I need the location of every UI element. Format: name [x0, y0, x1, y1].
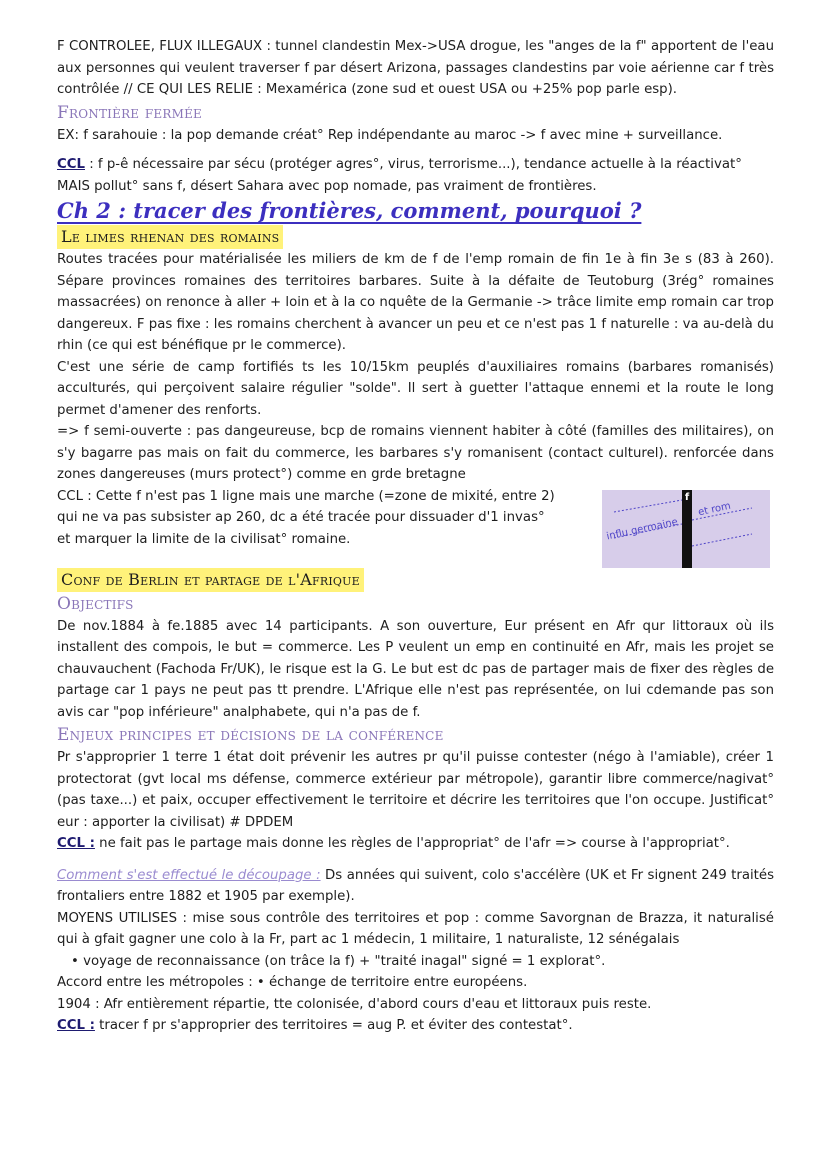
limes-ccl-line: CCL : Cette f n'est pas 1 ligne mais une marche (=zone de mixité, entre 2) [57, 488, 555, 504]
limes-ccl-line: qui ne va pas subsister ap 260, dc a été tracée pour dissuader d'1 invas° [57, 510, 545, 525]
chapter-title: Ch 2 : tracer des frontières, comment, pourquoi ? [57, 198, 642, 223]
ccl-label: CCL [57, 157, 85, 172]
limes-ccl-text [57, 486, 555, 551]
notes-page [57, 36, 774, 1037]
frontiere-fermee-ccl [57, 154, 774, 176]
limes-ccl-line: et marquer la limite de la civilisat° romaine. [57, 531, 351, 547]
ccl-text: ne fait pas le partage mais donne les règles de l'appropriat° de l'afr => course à l'appropriat°. [94, 836, 730, 851]
ccl-text: : f p-ê nécessaire par sécu (protéger agres°, virus, terrorisme...), tendance actuelle à la réactivat° [85, 157, 742, 172]
heading-objectifs: Objectifs [57, 593, 134, 614]
decoupage-text: Ds années qui suivent, colo s'accélère (UK et Fr signent 249 traités frontaliers entre 1882 et 1905 par exemple). [57, 867, 774, 904]
limes-paragraph-1: Routes tracées pour matérialisée les miliers de km de f de l'emp romain de fin 1e à fin 3e s (83 à 260). Sépare provinces romaines des territoires barbares. Suite à la défaite de Teutoburg (3rég° romaines massacrées) on renonce à aller + loin et à la co nquête de la Germanie -> trâce limite emp romain car trop dangereux. F pas fixe : les romains cherchent à avancer un peu et ce n'est pas 1 f naturelle : va au-delà du rhin (ce qui est bénéfique pr le commerce). [57, 252, 774, 353]
moyens-paragraph: MOYENS UTILISES : mise sous contrôle des territoires et pop : comme Savorgnan de Brazza, it naturalisé qui à gfait gagner une colo à la Fr, part ac 1 médecin, 1 militaire, 1 naturaliste, 12 sénégalais [57, 910, 774, 947]
frontier-label: f [684, 491, 690, 503]
limes-paragraph-2: C'est une série de camp fortifiés ts les 10/15km peuplés d'auxiliaires romains (barbares romanisés) acculturés, qui perçoivent salaire régulier "solde". Il sert à guetter l'attaque ennemi et la route le long permet d'amener des renforts. [57, 359, 774, 418]
heading-frontiere-fermee: Frontière fermée [57, 102, 202, 123]
influ-germaine-label: influ germaine [605, 516, 679, 542]
heading-enjeux: Enjeux principes et décisions de la conférence [57, 725, 444, 745]
limes-ccl-block [57, 486, 774, 568]
limes-paragraph-3: => f semi-ouverte : pas dangeureuse, bcp de romains viennent habiter à côté (familles des militaires), on s'y bagarre pas mais on fait du commerce, les barbares s'y romanisent (contact culturel). renforcée dans zones dangereuses (murs protect°) comme en grde bretagne [57, 424, 774, 482]
enjeux-paragraph: Pr s'approprier 1 terre 1 état doit prévenir les autres pr qu'il puisse contester (négo à l'amiable), créer 1 protectorat (gvt local ms défense, commerce extérieur par métropole), garantir libre commerce/nagivat° (pas taxe...) et paix, occuper effectivement le territoire et décrire les territoires que l'on occupe. Justificat° eur : apporter la civilisat) # DPDEM [57, 750, 774, 830]
heading-conf-berlin: Conf de Berlin et partage de l'Afrique [57, 568, 364, 592]
bullet-item: • voyage de reconnaissance (on trâce la f) + "traité inagal" signé = 1 explorat°. [71, 953, 606, 969]
et-rom-label: et rom [697, 500, 732, 518]
decoupage-paragraph [57, 865, 774, 908]
ccl-label: CCL : [57, 1018, 95, 1033]
frontiere-fermee-mais: MAIS pollut° sans f, désert Sahara avec pop nomade, pas vraiment de frontières. [57, 178, 597, 194]
ccl-label: CCL : [57, 836, 95, 851]
enjeux-ccl [57, 833, 774, 855]
accord-line: Accord entre les métropoles : • échange de territoire entre européens. [57, 975, 528, 990]
objectifs-paragraph: De nov.1884 à fe.1885 avec 14 participants. A son ouverture, Eur présent en Afr qur littoraux où ils installent des compois, le but = commerce. Les P veulent un emp en continuité en Afr, mais les projet se chauvauchent (Fachoda Fr/UK), le risque est la G. Le but est dc pas de partager mais de fixer des règles de partage car 1 pays ne peut pas tt prendre. L'Afrique elle n'est pas représentée, on lui cdemande pas son avis car "pop inférieure" analphabete, qui n'a pas de f. [57, 618, 774, 720]
frontiere-fermee-example: EX: f sarahouie : la pop demande créat° Rep indépendante au maroc -> f avec mine + surveillance. [57, 127, 723, 143]
decoupage-link[interactable]: Comment s'est effectué le découpage : [57, 867, 321, 883]
intro-paragraph: F CONTROLEE, FLUX ILLEGAUX : tunnel clandestin Mex->USA drogue, les "anges de la f" apportent de l'eau aux personnes qui veulent traverser f par désert Arizona, passages clandestins par voie aérienne car f très contrôlée // CE QUI LES RELIE : Mexamérica (zone sud et ouest USA ou +25% pop parle esp). [57, 39, 774, 97]
ccl-text: tracer f pr s'approprier des territoires = aug P. et éviter des contestat°. [94, 1018, 573, 1033]
year-1904-line: 1904 : Afr entièrement répartie, tte colonisée, d'abord cours d'eau et littoraux puis reste. [57, 996, 652, 1012]
final-ccl [57, 1015, 774, 1037]
limes-marche-diagram [602, 490, 770, 568]
heading-limes-rhenan: Le limes rhenan des romains [57, 225, 283, 249]
